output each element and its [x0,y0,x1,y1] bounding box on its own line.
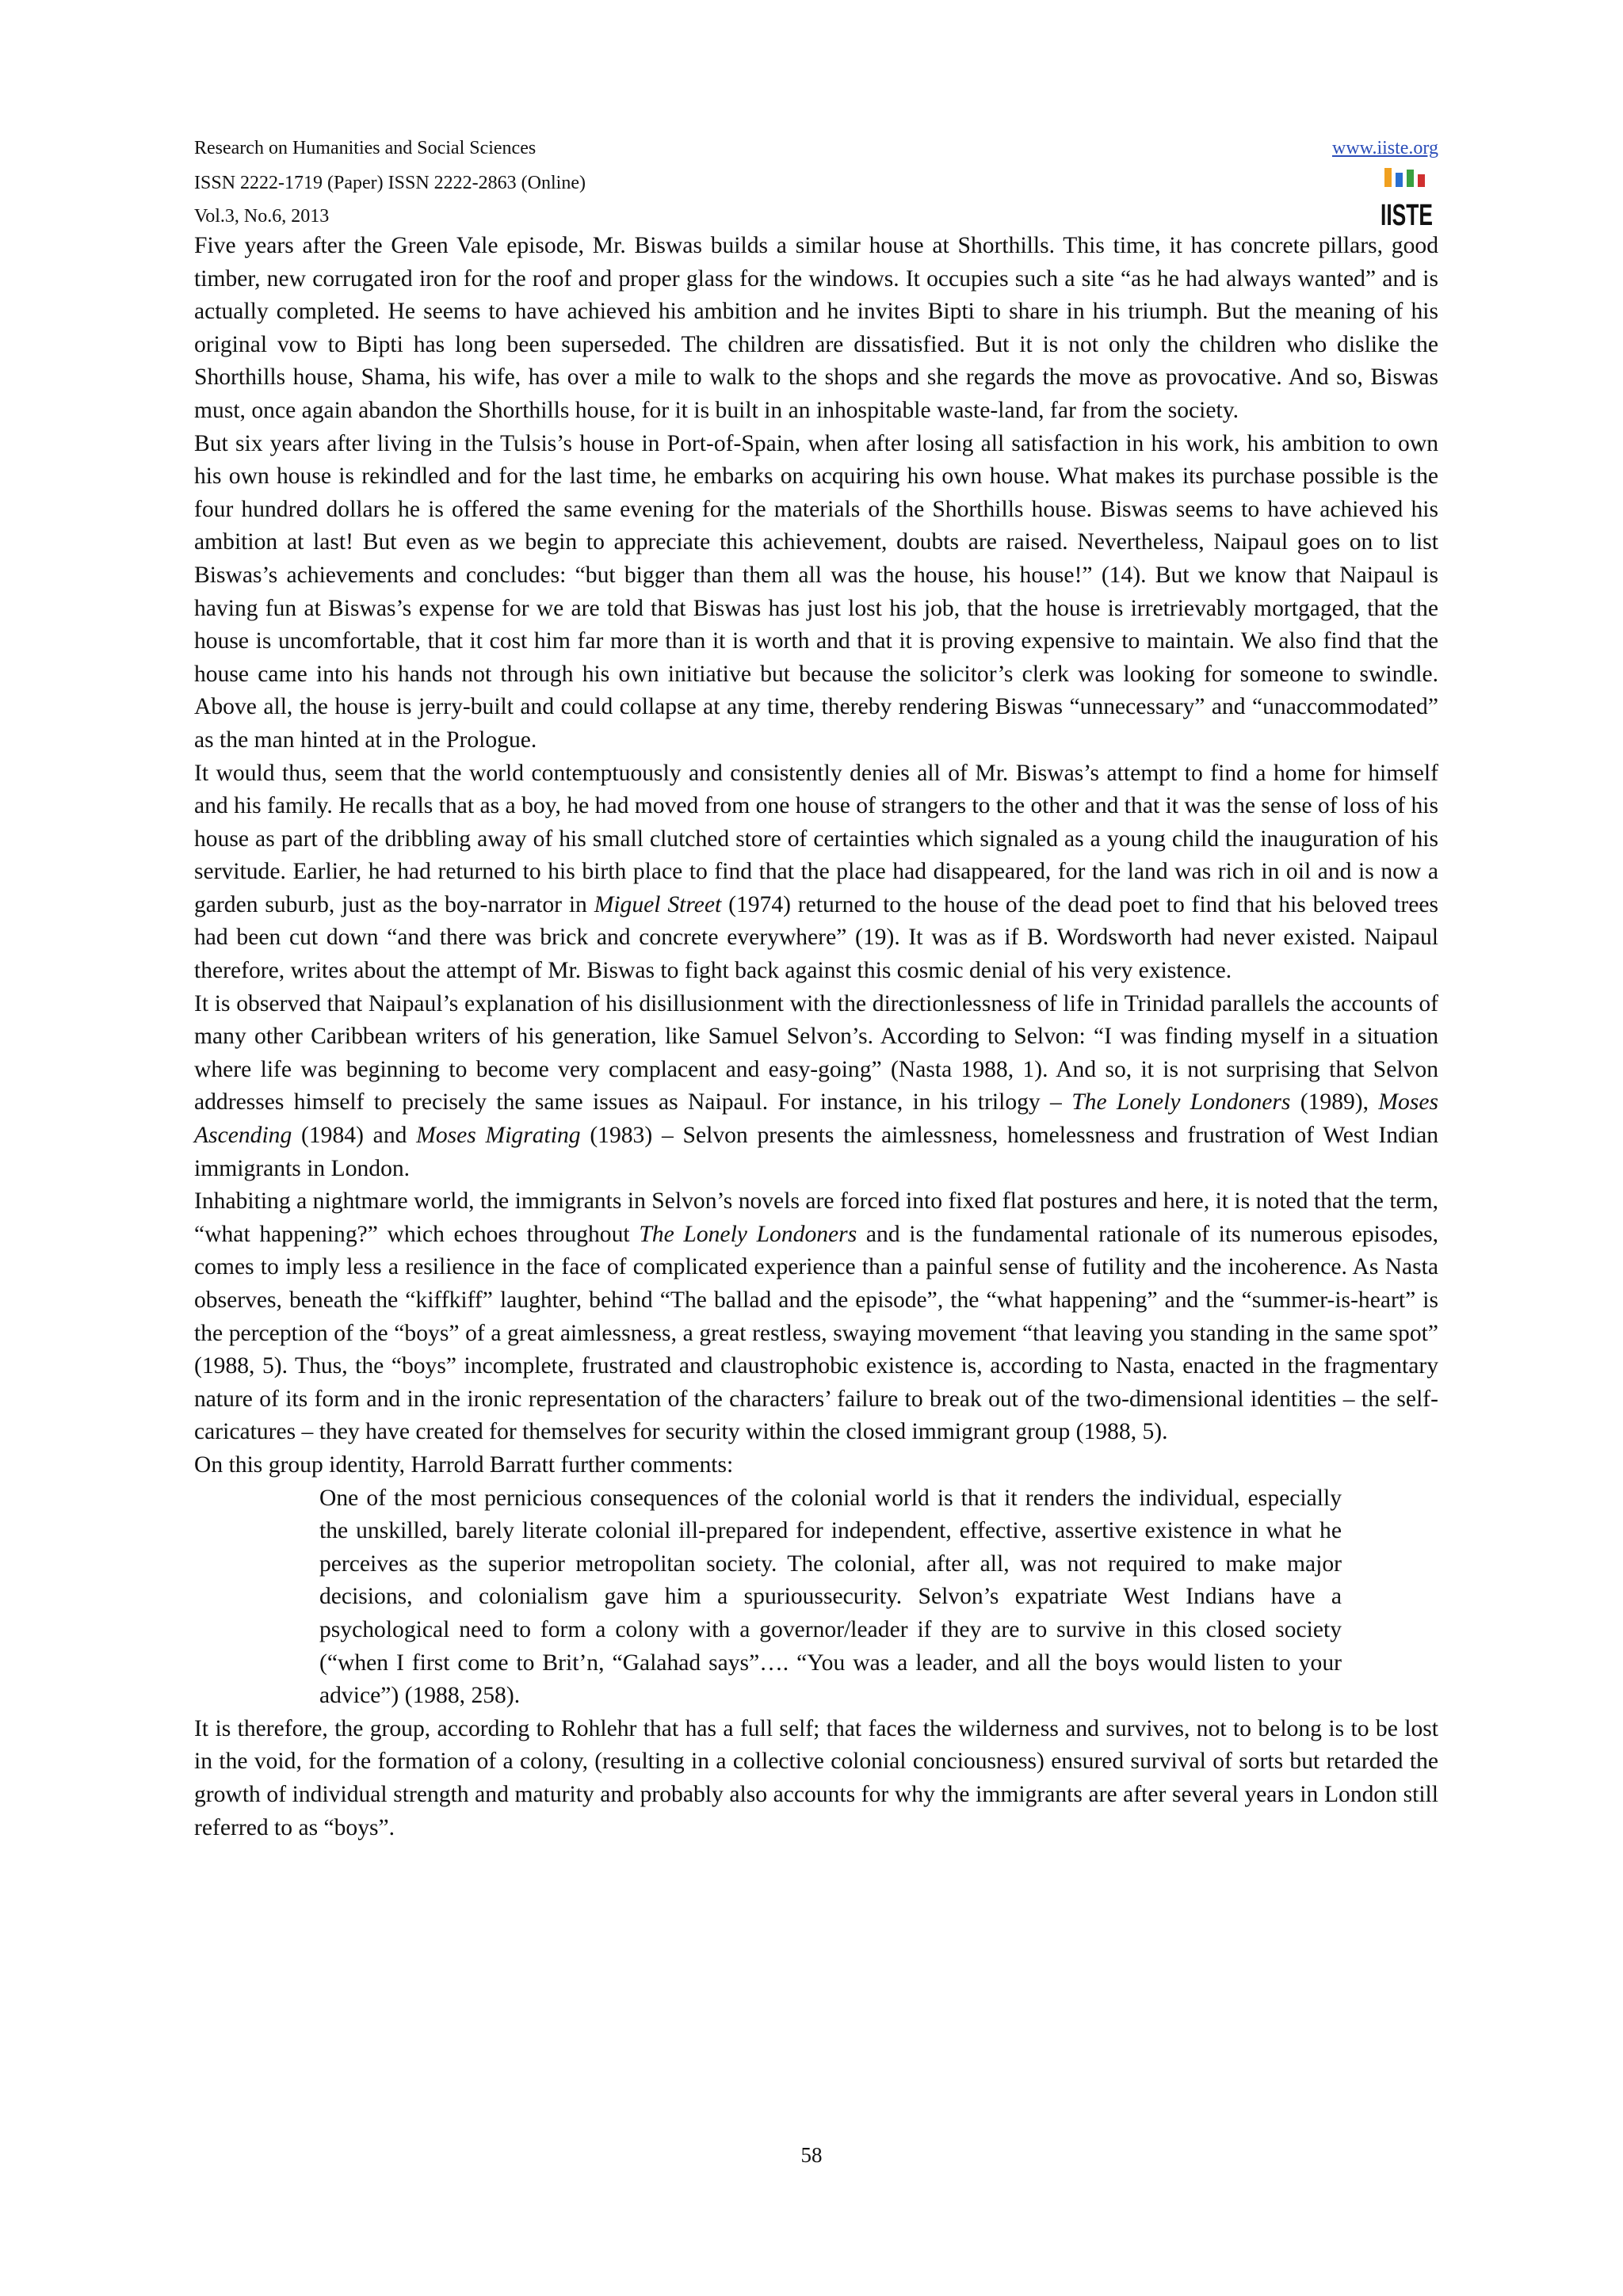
page-number: 58 [800,2143,823,2167]
issn-line: ISSN 2222-1719 (Paper) ISSN 2222-2863 (Online) [194,173,586,193]
book-title-miguel-street: Miguel Street [594,891,722,917]
text-run: It would thus, seem that the world contemptuously and consistently denies all of Mr. Biswas’s attempt to find a home for himself and his family. He recalls that as a boy, he had moved from one house of strangers to the other and that it was the sense of loss of his house as part of the dribbling away of his small clutched store of certainties which signaled as a young child the inauguration of his servitude. Earlier, he had returned to his birth place to find that the place had disappeared, for the land was rich in oil and is now a garden suburb, just as the boy-narrator in [194,760,1438,917]
paragraph-1: Five years after the Green Vale episode, Mr. Biswas builds a similar house at Shorthills. This time, it has concrete pillars, good timber, new corrugated iron for the roof and proper glass for the windows. It occupies such a site “as he had always wanted” and is actually completed. He seems to have achieved his ambition and he invites Bipti to share in his triumph. But the meaning of his original vow to Bipti has long been superseded. The children are dissatisfied. But it is not only the children who dislike the Shorthills house, Shama, his wife, has over a mile to walk to the shops and she regards the move as provocative. And so, Biswas must, once again abandon the Shorthills house, for it is built in an inhospitable waste-land, far from the society. [194,233,1438,423]
text-run: (1974) returned to the house of the dead poet to find that his beloved trees had been cut down “and there was brick and concrete everywhere” (19). It was as if B. Wordsworth had never existed. Naipaul therefore, writes about the attempt of Mr. Biswas to fight back against this cosmic denial of his very existence. [194,891,1439,984]
text-run: (1983) – Selvon presents the aimlessness, homelessness and frustration of West Indian immigrants in London. [194,1123,1438,1181]
paragraph-3 [194,757,1438,988]
volume-line: Vol.3, No.6, 2013 [194,206,330,227]
text-run: (1989), [1290,1089,1379,1116]
journal-title: Research on Humanities and Social Sciences [194,138,537,158]
article-body [194,230,1438,1844]
book-title-moses-ascending: Moses Ascending [194,1089,1439,1149]
logo-text: IISTE [1381,199,1433,232]
journal-url-link[interactable]: www.iiste.org [1332,138,1438,158]
text-run: (1984) and [292,1123,417,1149]
text-run: and is the fundamental rationale of its numerous episodes, comes to imply less a resilience in the face of complicated experience than a painful sense of futility and the incoherence. As Nasta observes, beneath the “kiffkiff” laughter, behind “The ballad and the episode”, the “what happening” and the “summer-is-heart” is the perception of the “boys” of a great aimlessness, a great restless, swaying movement “that leaving you standing in the same spot” (1988, 5). Thus, the “boys” incomplete, frustrated and claustrophobic existence is, according to Nasta, enacted in the fragmentary nature of its form and in the ironic representation of the characters’ failure to break out of the two-dimensional identities – the self-caricatures – they have created for themselves for security within the closed immigrant group (1988, 5). [194,1221,1439,1445]
book-title-lonely-londoners: The Lonely Londoners [639,1221,857,1247]
paragraph-4 [194,988,1438,1186]
text-run: Inhabiting a nightmare world, the immigrants in Selvon’s novels are forced into fixed flat postures and here, it is noted that the term, “what happening?” which echoes throughout [194,1188,1438,1247]
block-quote: One of the most pernicious consequences of the colonial world is that it renders the individual, especially the unskilled, barely literate colonial ill-prepared for independent, effective, assertive existence in what he perceives as the superior metropolitan society. The colonial, after all, was not required to make major decisions, and colonialism gave him a spurioussecurity. Selvon’s expatriate West Indians have a psychological need to form a colony with a governor/leader if they are to survive in this closed society (“when I first come to Brit’n, “Galahad says”…. “You was a leader, and all the boys would listen to your advice”) (1988, 258). [319,1485,1342,1709]
paragraph-5 [194,1185,1438,1449]
paragraph-7: It is therefore, the group, according to Rohlehr that has a full self; that faces the wilderness and survives, not to belong is to be lost in the void, for the formation of a colony, (resulting in a collective colonial conciousness) ensured survival of sorts but retarded the growth of individual strength and maturity and probably also accounts for why the immigrants are after several years in London still referred to as “boys”. [194,1715,1438,1840]
paragraph-6: On this group identity, Harrold Barratt further comments: [194,1451,734,1478]
iiste-logo-icon [1380,168,1434,230]
paragraph-2: But six years after living in the Tulsis’s house in Port-of-Spain, when after losing all satisfaction in his work, his ambition to own his own house is rekindled and for the last time, he embarks on acquiring his own house. What makes its purchase possible is the four hundred dollars he is offered the same evening for the materials of the Shorthills house. Biswas seems to have achieved his ambition at last! But even as we begin to appreciate this achievement, doubts are raised. Nevertheless, Naipaul goes on to list Biswas’s achievements and concludes: “but bigger than them all was the house, his house!” (14). But we know that Naipaul is having fun at Biswas’s expense for we are told that Biswas has just lost his job, that the house is irretrievably mortgaged, that the house is uncomfortable, that it cost him far more than it is worth and that it is proving expensive to maintain. We also find that the house came into his hands not through his own initiative but because the solicitor’s clerk was looking for someone to swindle. Above all, the house is jerry-built and could collapse at any time, thereby rendering Biswas “unnecessary” and “unaccommodated” as the man hinted at in the Prologue. [194,430,1438,753]
text-run: It is observed that Naipaul’s explanation of his disillusionment with the directionlessness of life in Trinidad parallels the accounts of many other Caribbean writers of his generation, like Samuel Selvon’s. According to Selvon: “I was finding myself in a situation where life was beginning to become very complacent and easy-going” (Nasta 1988, 1). And so, it is not surprising that Selvon addresses himself to precisely the same issues as Naipaul. For instance, in his trilogy – [194,990,1438,1116]
book-title-lonely-londoners: The Lonely Londoners [1071,1089,1291,1116]
book-title-moses-migrating: Moses Migrating [416,1123,581,1149]
page-header [194,136,1438,231]
